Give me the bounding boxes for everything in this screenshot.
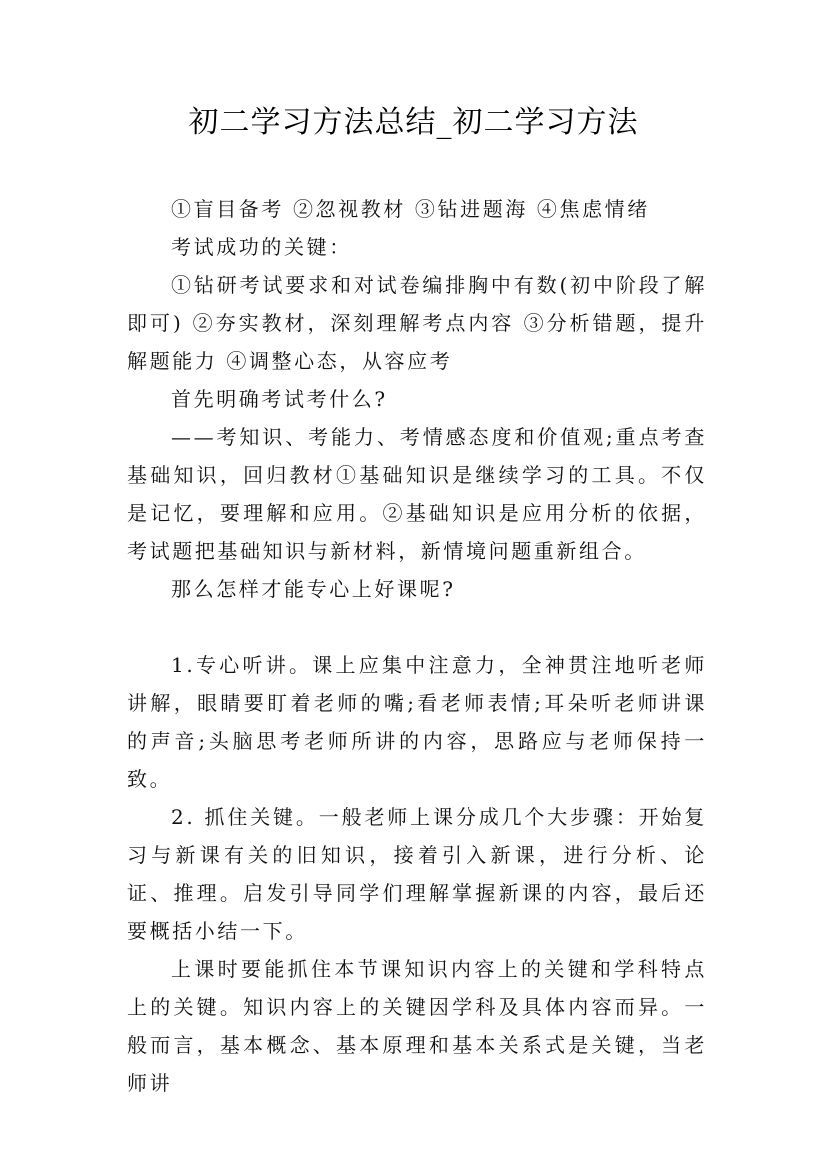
paragraph-spacer xyxy=(127,608,707,646)
paragraph-success-heading: 考试成功的关键： xyxy=(171,235,352,259)
paragraph-success-keys: ①钻研考试要求和对试卷编排胸中有数(初中阶段了解即可) ②夯实教材，深刻理解考点内容 ③分析错题，提升解题能力 ④调整心态，从容应考 xyxy=(127,273,707,373)
paragraph-exam-question: 首先明确考试考什么? xyxy=(171,387,388,411)
paragraph-focus-question: 那么怎样才能专心上好课呢? xyxy=(171,577,456,601)
paragraph-mistakes-list: ①盲目备考 ②忽视教材 ③钻进题海 ④焦虑情绪 xyxy=(171,197,650,221)
paragraph-class-key-points: 上课时要能抓住本节课知识内容上的关键和学科特点上的关键。知识内容上的关键因学科及具体内容而异。一般而言，基本概念、基本原理和基本关系式是关键，当老师讲 xyxy=(127,957,707,1095)
document-body xyxy=(127,190,707,1102)
paragraph-listen-carefully: 1.专心听讲。课上应集中注意力，全神贯注地听老师讲解，眼睛要盯着老师的嘴;看老师表情;耳朵听老师讲课的声音;头脑思考老师所讲的内容，思路应与老师保持一致。 xyxy=(127,653,707,791)
paragraph-grasp-key-points: 2. 抓住关键。一般老师上课分成几个大步骤：开始复习与新课有关的旧知识，接着引入新课，进行分析、论证、推理。启发引导同学们理解掌握新课的内容，最后还要概括小结一下。 xyxy=(127,805,707,943)
document-title: 初二学习方法总结_初二学习方法 xyxy=(188,105,639,140)
paragraph-exam-content: ——考知识、考能力、考情感态度和价值观;重点考查基础知识，回归教材①基础知识是继续学习的工具。不仅是记忆，要理解和应用。②基础知识是应用分析的依据，考试题把基础知识与新材料，新情境问题重新组合。 xyxy=(127,425,707,563)
